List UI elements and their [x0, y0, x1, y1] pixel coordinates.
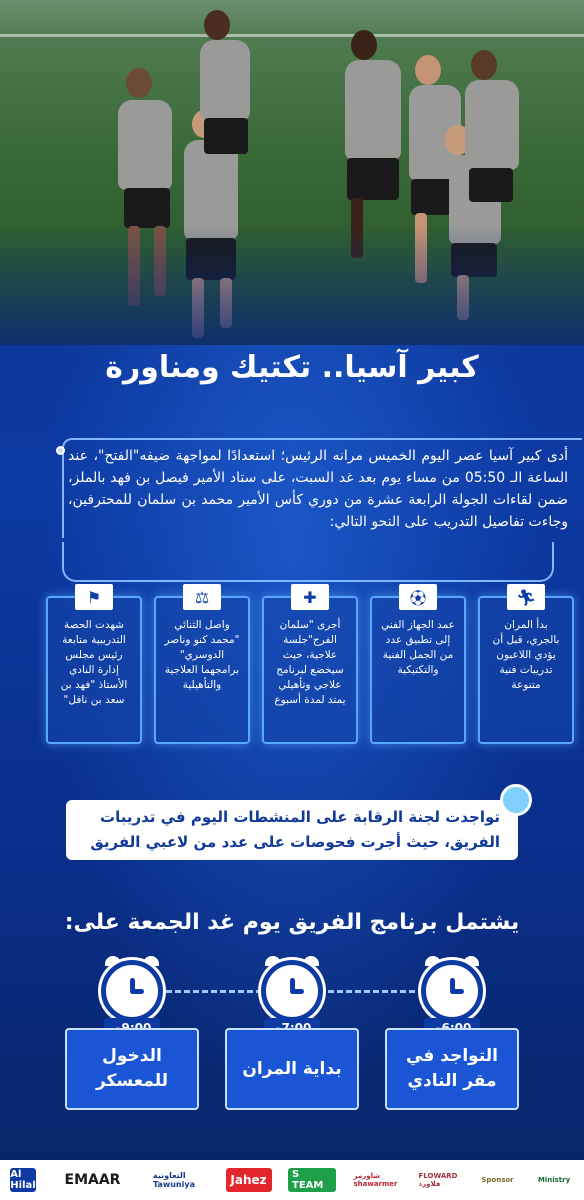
sponsor-logo: Ministry [537, 1176, 571, 1184]
pitch-line [0, 34, 584, 37]
notice-dot [500, 784, 532, 816]
hero-fade [0, 225, 584, 345]
step-card [46, 587, 142, 744]
sponsors-bar [0, 1160, 584, 1200]
intro-dot [56, 446, 65, 455]
schedule-event: بداية المران [225, 1028, 359, 1110]
player-figure [200, 10, 280, 230]
physio-icon: ✚ [291, 584, 329, 610]
hero-photo [0, 0, 584, 345]
sponsor-logo: شاورمر shawarmer [353, 1172, 398, 1188]
step-card [154, 587, 250, 744]
weightlifting-icon: ⚖︎ [183, 584, 221, 610]
schedule-event: الدخول للمعسكر [65, 1028, 199, 1110]
step-card [370, 588, 466, 744]
training-steps [0, 587, 584, 746]
sponsor-logo: FLOWARD فلاورد [418, 1172, 458, 1188]
sponsor-logo: EMAAR [64, 1172, 121, 1188]
step-card [262, 587, 358, 744]
step-text: واصل الثنائي "محمد كنو وناصر الدوسري" برامجهما العلاجية والتأهيلية [164, 619, 240, 691]
sponsor-logo: S TEAM [288, 1168, 336, 1192]
doping-notice: تواجدت لجنة الرقابة على المنشطات اليوم في تدريبات الفريق، حيث أجرت فحوصات على عدد من لاعبي الفريق [66, 800, 518, 860]
running-icon: 🏃︎ [507, 584, 545, 610]
clock-icon [421, 960, 483, 1022]
football-players-icon: ⚽︎ [399, 584, 437, 610]
page-title: كبير آسيا.. تكتيك ومناورة [105, 350, 479, 385]
schedule-event: التواجد في مقر النادي [385, 1028, 519, 1110]
steps-connector [62, 542, 554, 582]
clock-icon [261, 960, 323, 1022]
step-text: عمد الجهاز الفني إلى تطبيق عدد من الجمل الفنية والتكتيكية [381, 619, 455, 676]
sponsor-logo: Sponsor [481, 1176, 514, 1184]
sponsor-logo: التعاونية Tawuniya [153, 1171, 195, 1189]
step-text: أجرى "سلمان الفرج"جلسة علاجية، حيث سيخضع لبرنامج علاجي وتأهيلي يمتد لمدة أسبوع [274, 619, 346, 706]
step-text: بدأ المران بالجري، قبل أن يؤدي اللاعبون تدريبات فنية متنوعة [492, 619, 560, 691]
intro-paragraph: أدى كبير آسيا عصر اليوم الخميس مرانه الرئيس؛ استعدادًا لمواجهة ضيفه"الفتح"، عند الساعة الـ 05:50 من مساء يوم بعد غد السبت، على ستاد الأمير فيصل بن فهد بالملز، ضمن لقاءات الجولة الرابعة عشرة من دوري كأس الأمير محمد بن سلمان للمحترفين، وجاءت تفاصيل التدريب على النحو التالي: [68, 448, 568, 530]
sponsor-logo: Al Hilal [10, 1169, 36, 1191]
step-text: شهدت الحصة التدريبية متابعة رئيس مجلس إدارة النادي الأستاذ "فهد بن سعد بن نافل" [60, 619, 128, 706]
president-icon: ⚑ [75, 584, 113, 610]
clock-icon [101, 960, 163, 1022]
sponsor-logo: Jahez [226, 1168, 272, 1192]
program-title: يشتمل برنامج الفريق يوم غد الجمعة على: [64, 910, 520, 935]
step-card [478, 587, 574, 744]
